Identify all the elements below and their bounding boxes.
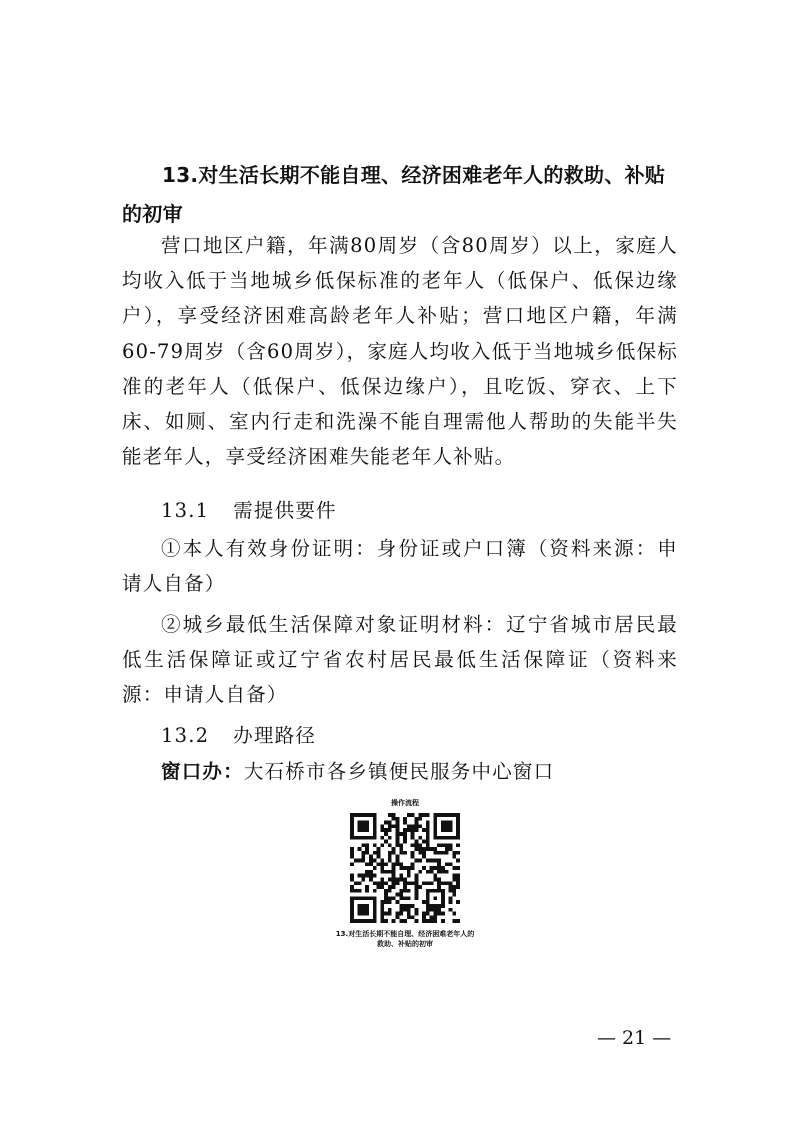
qr-title: 操作流程	[391, 799, 419, 807]
page-number: — 21 —	[597, 1027, 672, 1049]
subsection-13-2-number: 13.2	[161, 724, 210, 747]
qr-caption-line-1: 13.对生活长期不能自理、经济困难老年人的	[335, 930, 475, 938]
qr-code-block	[326, 798, 484, 949]
eligibility-paragraph: 营口地区户籍，年满80周岁（含80周岁）以上，家庭人均收入低于当地城乡低保标准的老年人（低保户、低保边缘户），享受经济困难高龄老年人补贴；营口地区户籍，年满60-79周岁（含60周岁），家庭人均收入低于当地城乡低保标准的老年人（低保户、低保边缘户），且吃饭、穿衣、上下床、如厕、室内行走和洗澡不能自理需他人帮助的失能半失能老年人，享受经济困难失能老年人补贴。	[122, 234, 678, 469]
subsection-13-1-heading	[161, 493, 337, 528]
qr-code-icon[interactable]	[350, 813, 460, 923]
required-document-item-1: ①本人有效身份证明：身份证或户口簿（资料来源：申请人自备）	[122, 537, 678, 596]
subsection-13-1-number: 13.1	[161, 499, 210, 522]
service-window-value: 大石桥市各乡镇便民服务中心窗口	[243, 760, 555, 783]
service-window-line	[161, 754, 554, 789]
qr-caption-line-2: 救助、补贴的初审	[377, 940, 433, 948]
subsection-13-1-title: 需提供要件	[233, 499, 337, 522]
subsection-13-2-title: 办理路径	[233, 724, 317, 747]
qr-caption	[326, 929, 484, 949]
section-heading: 13.对生活长期不能自理、经济困难老年人的救助、补贴的初审	[122, 163, 666, 226]
required-document-item-2: ②城乡最低生活保障对象证明材料：辽宁省城市居民最低生活保障证或辽宁省农村居民最低生活保障证（资料来源：申请人自备）	[122, 613, 678, 707]
subsection-13-2-heading	[161, 718, 316, 753]
service-window-label: 窗口办：	[161, 760, 244, 783]
